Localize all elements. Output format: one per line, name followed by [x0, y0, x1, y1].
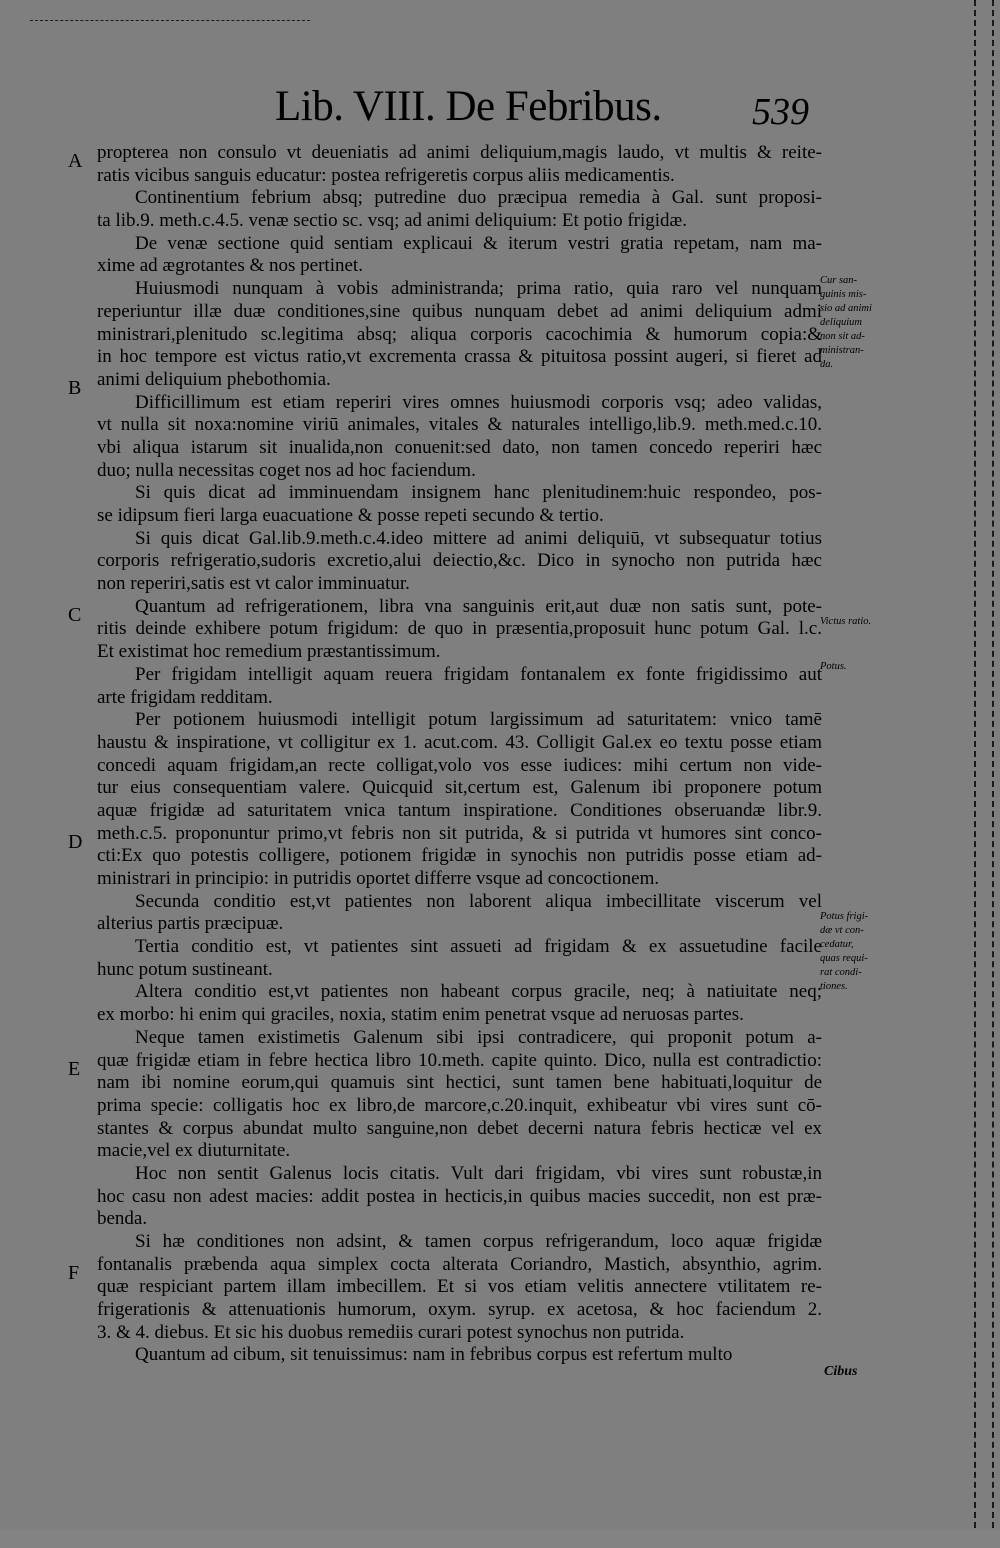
text-line: frigerationis & attenuationis humorum, oxym. syrup. ex acetosa, & hoc faciendum 2. — [97, 1299, 822, 1321]
text-line: quæ frigidæ etiam in febre hectica libro 10.meth. capite quinto. Dico, nulla est contradictio: — [97, 1049, 822, 1071]
body-text — [97, 142, 822, 1367]
text-line: 3. & 4. diebus. Et sic his duobus remediis curari potest synochus non putrida. — [97, 1321, 685, 1343]
text-line: hunc potum sustineant. — [97, 958, 273, 980]
text-line: se idipsum fieri larga euacuatione & posse repeti secundo & tertio. — [97, 505, 604, 526]
text-line: ritis deinde exhibere potum frigidum: de quo in præsentia,proposuit hunc potum Gal. l.c. — [97, 618, 822, 640]
text-line: stantes & corpus abundat multo sanguine,non debet decerni natura febris hecticæ vel ex — [97, 1117, 822, 1139]
text-line: benda. — [97, 1208, 148, 1230]
text-line: non reperiri,satis est vt calor imminuatur. — [97, 573, 410, 595]
text-line: aquæ frigidæ ad saturitatem vnica tantum inspiratione. Conditiones obseruandæ libr.9. — [97, 799, 822, 821]
section-letter: B — [68, 377, 82, 399]
margin-note-line: da. — [820, 359, 834, 371]
running-title: Lib. VIII. De Febribus. — [275, 83, 662, 130]
text-line: macie,vel ex diuturnitate. — [97, 1140, 291, 1162]
text-line: ta lib.9. meth.c.4.5. venæ sectio sc. vsq; ad animi deliquium: Et potio frigidæ. — [97, 210, 687, 232]
text-line: ratis vicibus sanguis educatur: postea refrigeretis corpus aliis medicamentis. — [97, 164, 675, 186]
text-line: vbi aliqua istarum sit inualida,non conuenit:sed dato, non tamen concedo reperiri hæc — [97, 436, 822, 458]
text-line: propterea non consulo vt deueniatis ad animi deliquium,magis laudo, vt multis & reite- — [97, 142, 822, 163]
text-line: Per potionem huiusmodi intelligit potum largissimum ad saturitatem: vnico tamē — [135, 709, 822, 731]
margin-note — [820, 660, 910, 674]
text-line: Et existimat hoc remedium præstantissimum. — [97, 641, 441, 663]
section-letter: D — [68, 831, 83, 853]
section-letter: F — [68, 1262, 80, 1285]
margin-note — [820, 274, 910, 372]
text-line: Quantum ad refrigerationem, libra vna sanguinis erit,aut duæ non satis sunt, pote- — [135, 595, 822, 617]
text-line: Si hæ conditiones non adsint, & tamen corpus refrigerandum, loco aquæ frigidæ — [135, 1231, 822, 1252]
section-letter: E — [68, 1058, 81, 1080]
text-line: quæ respiciant partem illam imbecillem. Et si vos etiam velitis annectere vtilitatem re- — [97, 1276, 822, 1298]
text-line: Per frigidam intelligit aquam reuera frigidam fontanalem ex fonte frigidissimo aut — [135, 663, 822, 685]
section-letter: C — [68, 604, 82, 626]
margin-note-line: Victus ratio. — [820, 615, 872, 627]
text-line: De venæ sectione quid sentiam explicaui & iterum vestri gratia repetam, nam ma- — [135, 232, 822, 254]
text-line: Difficillimum est etiam reperiri vires omnes huiusmodi corporis vsq; adeo validas, — [135, 391, 822, 413]
text-line: cti:Ex quo potestis colligere, potionem frigidæ in synochis non putridis posse etiam ad- — [97, 845, 822, 867]
text-line: Tertia conditio est, vt patientes sint assueti ad frigidam & ex assuetudine facile — [135, 936, 822, 958]
margin-note-line: sio ad animi — [820, 303, 872, 315]
margin-note — [820, 910, 910, 994]
text-line: alterius partis præcipuæ. — [97, 913, 284, 935]
page-number: 539 — [752, 91, 809, 133]
text-line: Si quis dicat Gal.lib.9.meth.c.4.ideo mittere ad animi deliquiū, vt subsequatur totius — [135, 527, 822, 549]
text-line: Hoc non sentit Galenus locis citatis. Vult dari frigidam, vbi vires sunt robustæ,in — [135, 1162, 822, 1184]
text-line: reperiuntur illæ duæ conditiones,sine quibus nunquam debet ad animi deliquium admi — [97, 300, 822, 322]
text-line: arte frigidam redditam. — [97, 686, 273, 708]
text-line: hoc casu non adest macies: addit postea in hecticis,in quibus macies succedit, non est præ- — [97, 1185, 822, 1207]
margin-note — [820, 615, 910, 629]
text-line: meth.c.5. proponuntur primo,vt febris non sit putrida, & si putrida vt humores sint conco- — [97, 822, 822, 844]
text-line: ministrari in principio: in putridis oportet differre vsque ad concoctionem. — [97, 868, 660, 889]
page-edge-right — [974, 0, 976, 1548]
text-line: corporis refrigeratio,sudoris excretio,alui deiectio,&c. Dico in synocho non putrida hæc — [97, 550, 822, 572]
text-line: ex morbo: hi enim qui graciles, noxia, statim enim penetrat vsque ad neruosas partes. — [97, 1004, 744, 1026]
margin-note-line: guinis mis- — [820, 289, 867, 301]
margin-note-line: rat condi- — [820, 966, 862, 978]
text-line: concedi aquam frigidam,an recte colligat,volo vos esse iudices: mihi certum non vide- — [97, 754, 822, 776]
margin-note-line: deliquium — [820, 317, 862, 329]
text-line: tur eius consequentiam valere. Quicquid sit,certum est, Galenum ibi proponere potum — [97, 777, 822, 799]
text-line: fontanalis præbenda aqua simplex cocta alterata Coriandro, Mastich, absynthio, agrim. — [97, 1253, 822, 1275]
text-line: Quantum ad cibum, sit tenuissimus: nam in febribus corpus est refertum multo — [135, 1344, 733, 1366]
margin-note-line: tiones. — [820, 980, 848, 992]
text-line: animi deliquium phebothomia. — [97, 368, 331, 390]
page-bottom-edge — [0, 1530, 1000, 1548]
text-line: Continentium febrium absq; putredine duo præcipua remedia à Gal. sunt proposi- — [135, 187, 822, 209]
margin-note-line: ministran- — [820, 345, 864, 357]
section-letter: A — [68, 150, 83, 172]
margin-note-line: Potus frigi- — [820, 910, 869, 922]
catch-word: Cibus — [824, 1364, 858, 1379]
text-line: xime ad ægrotantes & nos pertinet. — [97, 255, 363, 277]
text-line: Altera conditio est,vt patientes non habeant corpus gracile, neq; à natiuitate neq; — [135, 981, 822, 1003]
margin-note-line: dæ vt con- — [820, 924, 864, 936]
text-line: in hoc tempore est victus ratio,vt excrementa crassa & pituitosa possint augeri, si fieret ad — [97, 346, 822, 368]
text-line: nam ibi nomine eorum,qui quamuis sint hectici, sunt tamen bene habituati,loquitur de — [97, 1072, 822, 1094]
margin-note-line: non sit ad- — [820, 331, 865, 343]
margin-note-line: Cur san- — [820, 275, 858, 287]
text-line: Huiusmodi nunquam à vobis administranda; prima ratio, quia raro vel nunquam — [135, 278, 822, 300]
text-line: prima specie: colligatis hoc ex libro,de marcore,c.20.inquit, exhibeatur vbi vires sunt cō- — [97, 1094, 822, 1116]
margin-note-line: cedatur, — [820, 938, 854, 950]
margin-note-line: Potus. — [820, 661, 847, 673]
text-line: Si quis dicat ad imminuendam insignem hanc plenitudinem:huic respondeo, pos- — [135, 482, 822, 504]
margin-note-line: quas requi- — [820, 952, 868, 964]
text-line: ministrari,plenitudo sc.legitima absq; aliqua corporis cacochimia & humorum copia:& — [97, 323, 822, 345]
page-edge-right-outer — [992, 0, 994, 1548]
top-rule — [30, 20, 310, 21]
text-line: Secunda conditio est,vt patientes non laborent aliqua imbecillitate viscerum vel — [135, 890, 822, 912]
text-line: duo; nulla necessitas coget nos ad hoc faciendum. — [97, 459, 476, 481]
text-line: Neque tamen existimetis Galenum sibi ipsi contradicere, qui proponit potum a- — [135, 1026, 822, 1048]
text-line: haustu & inspiratione, vt colligitur ex 1. acut.com. 43. Colligit Gal.ex eo textu posse etiam — [97, 731, 822, 753]
text-line: vt nulla sit noxa:nomine viriū animales, vitales & naturales intelligo,lib.9. meth.med.c.10. — [97, 414, 822, 436]
